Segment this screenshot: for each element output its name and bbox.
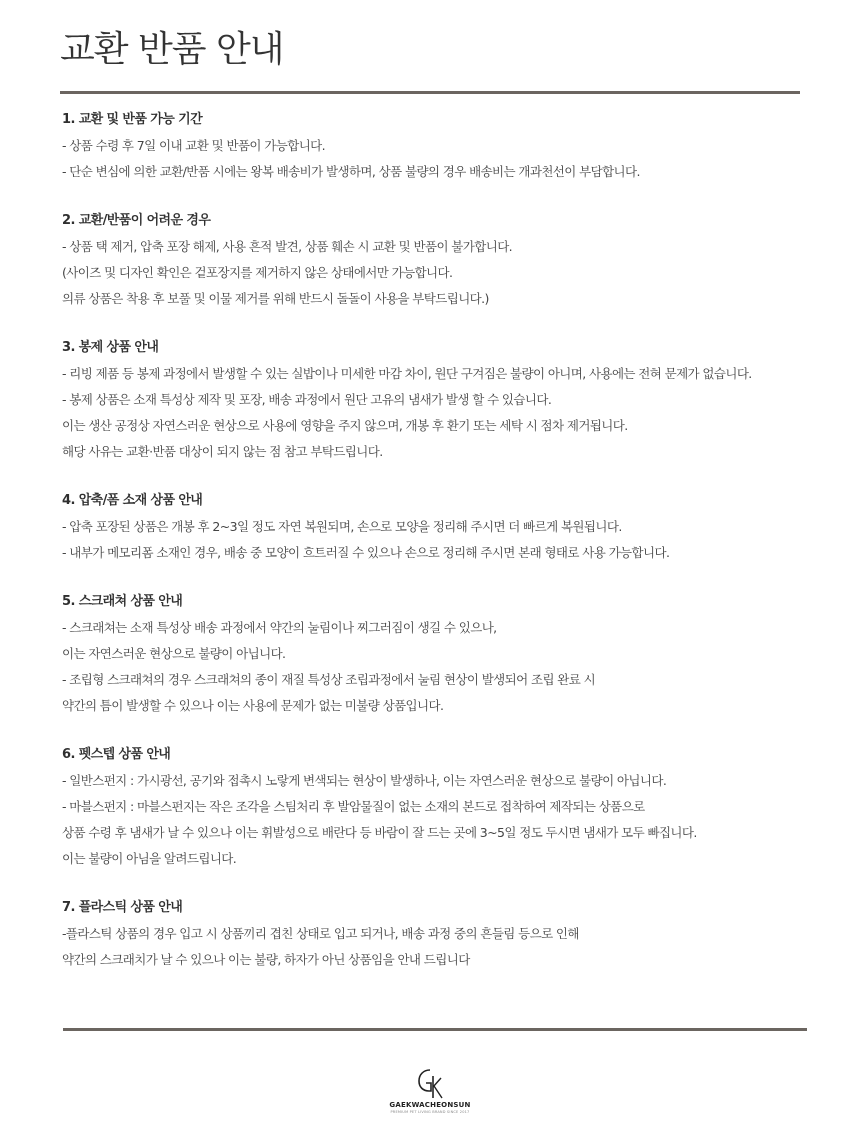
section-line: - 내부가 메모리폼 소재인 경우, 배송 중 모양이 흐트러질 수 있으나 손으로 정리해 주시면 본래 형태로 사용 가능합니다. [62, 545, 670, 560]
brand-logo [380, 1066, 480, 1115]
notice-section [62, 742, 852, 872]
notice-section [62, 208, 852, 312]
section-heading: 5. 스크래쳐 상품 안내 [62, 594, 183, 609]
notice-section [62, 895, 852, 973]
section-line: - 마블스펀지 : 마블스펀지는 작은 조각을 스팀처리 후 발암물질이 없는 소재의 본드로 접착하여 제작되는 상품으로 [62, 799, 645, 814]
section-line: (사이즈 및 디자인 확인은 겉포장지를 제거하지 않은 상태에서만 가능합니다. [62, 265, 453, 280]
section-line: - 봉제 상품은 소재 특성상 제작 및 포장, 배송 과정에서 원단 고유의 냄새가 발생 할 수 있습니다. [62, 392, 552, 407]
section-line: - 일반스펀지 : 가시광선, 공기와 접촉시 노랗게 변색되는 현상이 발생하나, 이는 자연스러운 현상으로 불량이 아닙니다. [62, 773, 667, 788]
section-line: -플라스틱 상품의 경우 입고 시 상품끼리 겹친 상태로 입고 되거나, 배송 과정 중의 흔들림 등으로 인해 [62, 926, 579, 941]
notice-content [62, 107, 852, 996]
section-heading: 3. 봉제 상품 안내 [62, 340, 159, 355]
section-line: 해당 사유는 교환·반품 대상이 되지 않는 점 참고 부탁드립니다. [62, 444, 383, 459]
bottom-divider [63, 1028, 807, 1031]
section-line: - 스크래쳐는 소재 특성상 배송 과정에서 약간의 눌림이나 찌그러짐이 생길 수 있으나, [62, 620, 497, 635]
section-line: - 조립형 스크래쳐의 경우 스크래쳐의 종이 재질 특성상 조립과정에서 눌림 현상이 발생되어 조립 완료 시 [62, 672, 596, 687]
section-line: 이는 자연스러운 현상으로 불량이 아닙니다. [62, 646, 286, 661]
section-line: 상품 수령 후 냄새가 날 수 있으나 이는 휘발성으로 배란다 등 바람이 잘 드는 곳에 3~5일 정도 두시면 냄새가 모두 빠집니다. [62, 825, 697, 840]
section-line: 약간의 틈이 발생할 수 있으나 이는 사용에 문제가 없는 미불량 상품입니다. [62, 698, 444, 713]
section-line: - 리빙 제품 등 봉제 과정에서 발생할 수 있는 실밥이나 미세한 마감 차이, 원단 구겨짐은 불량이 아니며, 사용에는 전혀 문제가 없습니다. [62, 366, 752, 381]
section-line: - 상품 수령 후 7일 이내 교환 및 반품이 가능합니다. [62, 138, 326, 153]
section-line: 의류 상품은 착용 후 보풀 및 이물 제거를 위해 반드시 돌돌이 사용을 부탁드립니다.) [62, 291, 489, 306]
section-line: - 단순 변심에 의한 교환/반품 시에는 왕복 배송비가 발생하며, 상품 불량의 경우 배송비는 개과천선이 부담합니다. [62, 164, 640, 179]
notice-section [62, 488, 852, 566]
brand-name: GAEKWACHEONSUN [389, 1101, 471, 1109]
top-divider [60, 91, 800, 94]
notice-section [62, 335, 852, 465]
section-line: 이는 생산 공정상 자연스러운 현상으로 사용에 영향을 주지 않으며, 개봉 후 환기 또는 세탁 시 점차 제거됩니다. [62, 418, 628, 433]
gk-monogram-icon [415, 1066, 445, 1100]
page-title: 교환 반품 안내 [60, 29, 284, 70]
section-heading: 6. 펫스텝 상품 안내 [62, 747, 171, 762]
section-heading: 7. 플라스틱 상품 안내 [62, 900, 183, 915]
section-line: 이는 불량이 아님을 알려드립니다. [62, 851, 237, 866]
section-line: - 압축 포장된 상품은 개봉 후 2~3일 정도 자연 복원되며, 손으로 모양을 정리해 주시면 더 빠르게 복원됩니다. [62, 519, 622, 534]
brand-tagline: PREMIUM PET LIVING BRAND SINCE 2017 [390, 1110, 470, 1114]
section-heading: 2. 교환/반품이 어려운 경우 [62, 213, 211, 228]
section-heading: 1. 교환 및 반품 가능 기간 [62, 112, 203, 127]
section-line: 약간의 스크래치가 날 수 있으나 이는 불량, 하자가 아닌 상품임을 안내 드립니다 [62, 952, 470, 967]
notice-section [62, 107, 852, 185]
section-heading: 4. 압축/폼 소재 상품 안내 [62, 493, 203, 508]
notice-section [62, 589, 852, 719]
section-line: - 상품 택 제거, 압축 포장 해제, 사용 흔적 발견, 상품 훼손 시 교환 및 반품이 불가합니다. [62, 239, 513, 254]
